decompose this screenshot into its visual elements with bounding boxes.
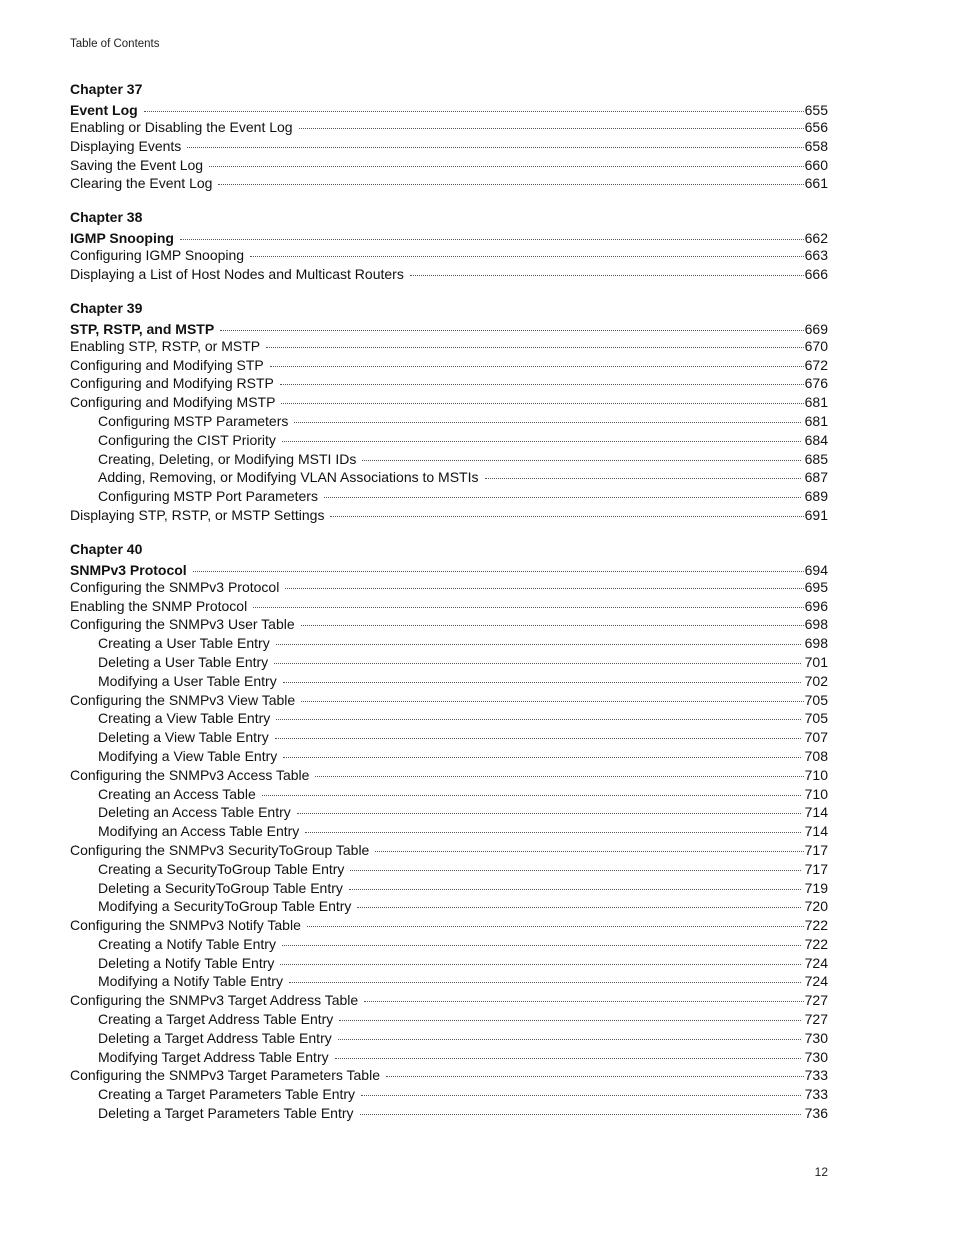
- toc-entry[interactable]: [70, 879, 828, 898]
- dot-leader: [410, 275, 804, 276]
- dot-leader: [218, 184, 803, 185]
- toc-entry-page: 694: [804, 561, 828, 578]
- toc-entry-page: 681: [804, 394, 828, 411]
- toc-entry[interactable]: [70, 450, 828, 469]
- toc-entry-title: Configuring and Modifying STP: [70, 356, 264, 373]
- dot-leader: [193, 571, 804, 572]
- toc-entry[interactable]: [70, 803, 828, 822]
- dot-leader: [289, 982, 801, 983]
- table-of-contents: [70, 80, 828, 1138]
- toc-entry[interactable]: [70, 1029, 828, 1048]
- toc-entry[interactable]: [70, 156, 828, 175]
- dot-leader: [330, 516, 803, 517]
- toc-entry-title: Configuring the SNMPv3 User Table: [70, 616, 295, 633]
- dot-leader: [315, 776, 803, 777]
- toc-chapter-title[interactable]: [70, 321, 828, 337]
- toc-entry[interactable]: [70, 597, 828, 616]
- dot-leader: [266, 347, 804, 348]
- toc-entry-page: 681: [804, 412, 828, 429]
- toc-entry-page: 719: [804, 879, 828, 896]
- toc-entry-title: Configuring MSTP Port Parameters: [98, 488, 318, 505]
- toc-entry[interactable]: [70, 578, 828, 597]
- toc-entry-page: 710: [804, 766, 828, 783]
- toc-entry-page: 698: [804, 616, 828, 633]
- dot-leader: [276, 644, 801, 645]
- toc-entry-page: 710: [804, 785, 828, 802]
- toc-entry[interactable]: [70, 174, 828, 193]
- toc-entry-page: 730: [804, 1029, 828, 1046]
- toc-entry-page: 705: [804, 691, 828, 708]
- dot-leader: [209, 166, 804, 167]
- toc-entry-title: Enabling or Disabling the Event Log: [70, 119, 293, 135]
- toc-entry-title: Enabling STP, RSTP, or MSTP: [70, 337, 261, 354]
- toc-entry-title: Configuring MSTP Parameters: [98, 412, 289, 429]
- dot-leader: [362, 460, 800, 461]
- toc-entry[interactable]: [70, 972, 828, 991]
- toc-entry[interactable]: [70, 634, 828, 653]
- dot-leader: [338, 1039, 801, 1040]
- toc-entry[interactable]: [70, 785, 828, 804]
- toc-entry-page: 691: [804, 506, 828, 523]
- dot-leader: [299, 128, 804, 129]
- toc-entry[interactable]: [70, 374, 828, 393]
- toc-entry[interactable]: [70, 337, 828, 356]
- toc-entry[interactable]: [70, 1104, 828, 1123]
- toc-entry-title: Deleting a Target Parameters Table Entry: [98, 1105, 354, 1122]
- dot-leader: [282, 945, 801, 946]
- toc-entry-title: IGMP Snooping: [70, 230, 174, 247]
- toc-entry-page: 714: [804, 823, 828, 840]
- toc-entry-title: Modifying Target Address Table Entry: [98, 1048, 329, 1065]
- toc-entry[interactable]: [70, 766, 828, 785]
- toc-entry[interactable]: [70, 653, 828, 672]
- toc-entry[interactable]: [70, 991, 828, 1010]
- toc-entry[interactable]: [70, 822, 828, 841]
- toc-entry-title: Adding, Removing, or Modifying VLAN Associations to MSTIs: [98, 469, 479, 486]
- toc-entry-title: Creating an Access Table: [98, 785, 256, 802]
- toc-entry-title: Deleting a Target Address Table Entry: [98, 1029, 332, 1046]
- toc-entry[interactable]: [70, 954, 828, 973]
- dot-leader: [283, 682, 801, 683]
- toc-entry-title: Modifying a Notify Table Entry: [98, 973, 283, 990]
- toc-entry-page: 736: [804, 1105, 828, 1122]
- dot-leader: [276, 719, 800, 720]
- toc-entry[interactable]: [70, 118, 828, 137]
- toc-entry[interactable]: [70, 246, 828, 265]
- toc-entry-title: Creating a SecurityToGroup Table Entry: [98, 860, 345, 877]
- toc-entry-title: Configuring IGMP Snooping: [70, 247, 245, 264]
- toc-entry-title: Configuring the SNMPv3 Target Address Table: [70, 992, 359, 1009]
- toc-entry-page: 724: [804, 973, 828, 990]
- toc-entry-page: 717: [804, 860, 828, 877]
- toc-chapter-title[interactable]: [70, 102, 828, 118]
- toc-entry[interactable]: [70, 431, 828, 450]
- toc-entry-title: Configuring the SNMPv3 SecurityToGroup Table: [70, 841, 370, 858]
- chapter-section: [70, 299, 828, 525]
- toc-entry[interactable]: [70, 506, 828, 525]
- toc-entry-title: Modifying an Access Table Entry: [98, 823, 300, 840]
- toc-entry-title: Clearing the Event Log: [70, 175, 213, 192]
- toc-entry-title: Configuring the SNMPv3 View Table: [70, 691, 296, 708]
- dot-leader: [274, 663, 800, 664]
- dot-leader: [270, 366, 804, 367]
- dot-leader: [386, 1076, 804, 1077]
- toc-entry-title: Configuring and Modifying MSTP: [70, 394, 276, 411]
- toc-entry[interactable]: [70, 393, 828, 412]
- toc-entry-title: Creating a Target Parameters Table Entry: [98, 1086, 356, 1103]
- toc-entry-title: Deleting a View Table Entry: [98, 729, 269, 746]
- dot-leader: [357, 907, 800, 908]
- toc-entry-page: 670: [804, 337, 828, 354]
- chapter-label: Chapter 39: [70, 299, 143, 316]
- toc-entry-title: Creating a User Table Entry: [98, 635, 270, 652]
- toc-chapter-title[interactable]: [70, 230, 828, 246]
- dot-leader: [301, 701, 803, 702]
- toc-entry[interactable]: [70, 137, 828, 156]
- toc-entry-page: 695: [804, 578, 828, 595]
- dot-leader: [294, 422, 800, 423]
- toc-entry-title: STP, RSTP, and MSTP: [70, 320, 215, 337]
- dot-leader: [220, 330, 803, 331]
- toc-entry[interactable]: [70, 916, 828, 935]
- dot-leader: [335, 1058, 801, 1059]
- dot-leader: [350, 870, 800, 871]
- toc-entry[interactable]: [70, 487, 828, 506]
- toc-entry-page: 684: [804, 431, 828, 448]
- dot-leader: [349, 889, 801, 890]
- toc-entry-title: Configuring and Modifying RSTP: [70, 375, 274, 392]
- toc-entry-page: 689: [804, 488, 828, 505]
- toc-entry-page: 687: [804, 469, 828, 486]
- page-number: 12: [814, 1165, 828, 1179]
- toc-entry-title: Event Log: [70, 102, 138, 118]
- toc-entry-page: 676: [804, 375, 828, 392]
- toc-entry[interactable]: [70, 672, 828, 691]
- toc-entry-page: 666: [804, 265, 828, 282]
- dot-leader: [339, 1020, 800, 1021]
- toc-entry[interactable]: [70, 691, 828, 710]
- chapter-label: Chapter 38: [70, 209, 143, 226]
- toc-entry-page: 708: [804, 747, 828, 764]
- chapter-label: Chapter 40: [70, 540, 143, 557]
- toc-entry-title: Modifying a SecurityToGroup Table Entry: [98, 898, 352, 915]
- toc-entry-title: Modifying a User Table Entry: [98, 672, 277, 689]
- dot-leader: [280, 964, 800, 965]
- toc-entry-title: Configuring the SNMPv3 Notify Table: [70, 917, 301, 934]
- toc-chapter-title[interactable]: [70, 562, 828, 578]
- toc-entry-page: 663: [804, 247, 828, 264]
- toc-entry-title: Configuring the SNMPv3 Protocol: [70, 578, 280, 595]
- toc-entry-page: 727: [804, 992, 828, 1009]
- toc-entry[interactable]: [70, 841, 828, 860]
- toc-entry-page: 720: [804, 898, 828, 915]
- toc-entry-title: Configuring the SNMPv3 Access Table: [70, 766, 310, 783]
- toc-entry-page: 669: [804, 320, 828, 337]
- dot-leader: [305, 832, 800, 833]
- toc-entry[interactable]: [70, 897, 828, 916]
- toc-entry[interactable]: [70, 860, 828, 879]
- toc-entry-title: Saving the Event Log: [70, 156, 204, 173]
- toc-entry-page: 714: [804, 804, 828, 821]
- toc-entry-page: 707: [804, 729, 828, 746]
- dot-leader: [375, 851, 803, 852]
- toc-entry-page: 655: [804, 102, 828, 118]
- toc-entry-page: 661: [804, 175, 828, 192]
- toc-entry[interactable]: [70, 728, 828, 747]
- toc-entry[interactable]: [70, 356, 828, 375]
- toc-entry-title: Deleting a SecurityToGroup Table Entry: [98, 879, 343, 896]
- toc-entry-page: 733: [804, 1067, 828, 1084]
- chapter-section: [70, 540, 828, 1123]
- dot-leader: [180, 239, 804, 240]
- toc-entry-page: 660: [804, 156, 828, 173]
- toc-entry-title: Displaying a List of Host Nodes and Multicast Routers: [70, 265, 404, 282]
- dot-leader: [301, 625, 804, 626]
- dot-leader: [361, 1095, 801, 1096]
- toc-entry-page: 722: [804, 935, 828, 952]
- dot-leader: [187, 147, 803, 148]
- dot-leader: [280, 384, 804, 385]
- toc-entry[interactable]: [70, 709, 828, 728]
- dot-leader: [360, 1114, 801, 1115]
- toc-entry-page: 724: [804, 954, 828, 971]
- dot-leader: [282, 441, 801, 442]
- toc-entry-title: Deleting an Access Table Entry: [98, 804, 291, 821]
- toc-entry[interactable]: [70, 412, 828, 431]
- toc-entry-page: 717: [804, 841, 828, 858]
- toc-entry-title: Enabling the SNMP Protocol: [70, 597, 248, 614]
- toc-entry-page: 656: [804, 119, 828, 135]
- toc-entry-page: 698: [804, 635, 828, 652]
- toc-entry-title: Modifying a View Table Entry: [98, 747, 278, 764]
- dot-leader: [253, 607, 803, 608]
- toc-entry-page: 658: [804, 137, 828, 154]
- toc-entry-page: 705: [804, 710, 828, 727]
- toc-entry[interactable]: [70, 1048, 828, 1067]
- toc-entry[interactable]: [70, 468, 828, 487]
- dot-leader: [364, 1001, 803, 1002]
- toc-entry[interactable]: [70, 1066, 828, 1085]
- dot-leader: [307, 926, 804, 927]
- dot-leader: [285, 588, 803, 589]
- toc-entry-page: 733: [804, 1086, 828, 1103]
- toc-entry-title: Creating a View Table Entry: [98, 710, 271, 727]
- toc-entry-title: Displaying STP, RSTP, or MSTP Settings: [70, 506, 325, 523]
- toc-entry-page: 702: [804, 672, 828, 689]
- toc-entry[interactable]: [70, 1085, 828, 1104]
- dot-leader: [485, 478, 801, 479]
- toc-entry-title: Creating, Deleting, or Modifying MSTI IDs: [98, 450, 357, 467]
- running-header: Table of Contents: [70, 38, 160, 50]
- chapter-section: [70, 80, 828, 193]
- toc-entry-page: 730: [804, 1048, 828, 1065]
- toc-entry-page: 672: [804, 356, 828, 373]
- toc-entry-page: 727: [804, 1011, 828, 1028]
- chapter-label: Chapter 37: [70, 81, 143, 97]
- toc-entry-title: Configuring the SNMPv3 Target Parameters Table: [70, 1067, 380, 1084]
- dot-leader: [283, 757, 800, 758]
- toc-entry[interactable]: [70, 1010, 828, 1029]
- toc-entry-page: 696: [804, 597, 828, 614]
- dot-leader: [144, 111, 804, 112]
- toc-entry-page: 662: [804, 230, 828, 247]
- dot-leader: [262, 795, 801, 796]
- toc-entry-title: SNMPv3 Protocol: [70, 561, 187, 578]
- toc-entry[interactable]: [70, 935, 828, 954]
- toc-entry[interactable]: [70, 615, 828, 634]
- toc-entry-title: Configuring the CIST Priority: [98, 431, 276, 448]
- toc-entry-title: Deleting a User Table Entry: [98, 653, 269, 670]
- toc-entry-page: 701: [804, 653, 828, 670]
- toc-entry-page: 685: [804, 450, 828, 467]
- dot-leader: [281, 403, 803, 404]
- dot-leader: [275, 738, 801, 739]
- toc-entry-title: Creating a Target Address Table Entry: [98, 1011, 334, 1028]
- dot-leader: [250, 256, 804, 257]
- toc-entry-title: Displaying Events: [70, 137, 182, 154]
- toc-entry[interactable]: [70, 747, 828, 766]
- chapter-section: [70, 208, 828, 284]
- toc-entry-page: 722: [804, 917, 828, 934]
- toc-entry[interactable]: [70, 265, 828, 284]
- toc-entry-title: Deleting a Notify Table Entry: [98, 954, 275, 971]
- dot-leader: [297, 813, 801, 814]
- toc-entry-title: Creating a Notify Table Entry: [98, 935, 276, 952]
- dot-leader: [324, 497, 801, 498]
